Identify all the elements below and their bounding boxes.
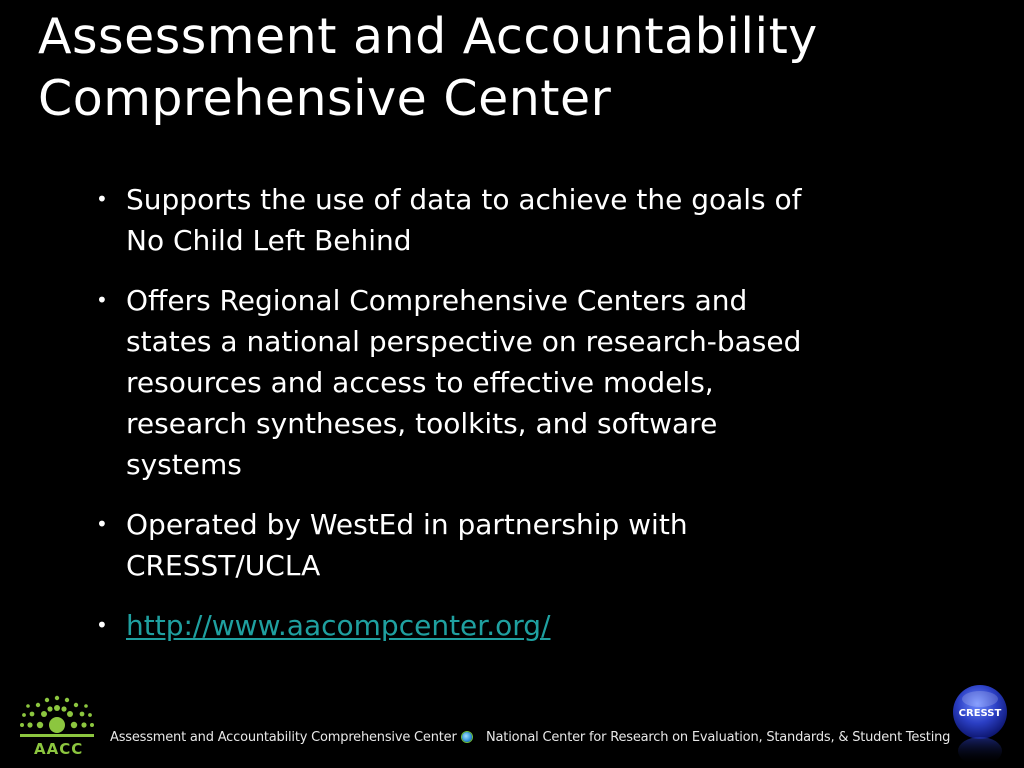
slide-title-line-1: Assessment and Accountability: [38, 8, 818, 65]
bullet-text-line: research syntheses, toolkits, and software: [126, 407, 718, 440]
bullet-item: [94, 280, 924, 485]
slide-title-line-2: Comprehensive Center: [38, 70, 612, 127]
bullet-text-line: resources and access to effective models,: [126, 366, 714, 399]
bullet-dot: •: [96, 512, 108, 536]
bullet-list: [94, 179, 924, 665]
bullet-text-line: CRESST/UCLA: [126, 549, 321, 582]
website-link[interactable]: http://www.aacompcenter.org/: [126, 609, 551, 642]
bullet-text-line: states a national perspective on research-based: [126, 325, 802, 358]
bullet-dot: •: [96, 187, 108, 211]
footer-aacc-name: Assessment and Accountability Comprehensive Center: [110, 730, 457, 745]
bullet-item: [94, 179, 924, 261]
bullet-text-line: No Child Left Behind: [126, 224, 412, 257]
bullet-text-line: systems: [126, 448, 242, 481]
slide-title: [38, 6, 998, 130]
bullet-dot: •: [96, 288, 108, 312]
footer-cresst-name: National Center for Research on Evaluation, Standards, & Student Testing: [486, 730, 951, 745]
footer: [0, 688, 1024, 768]
bullet-dot: •: [96, 613, 108, 637]
footer-separator-dot-icon: [462, 732, 472, 742]
bullet-text-line: Supports the use of data to achieve the goals of: [126, 183, 802, 216]
cresst-logo: [951, 683, 1009, 768]
aacc-logo-text: AACC: [34, 740, 84, 758]
bullet-text-line: Operated by WestEd in partnership with: [126, 508, 688, 541]
bullet-text-line: Offers Regional Comprehensive Centers and: [126, 284, 748, 317]
bullet-item-link: [94, 605, 924, 646]
cresst-logo-text: CRESST: [958, 708, 1002, 719]
bullet-item: [94, 504, 924, 586]
